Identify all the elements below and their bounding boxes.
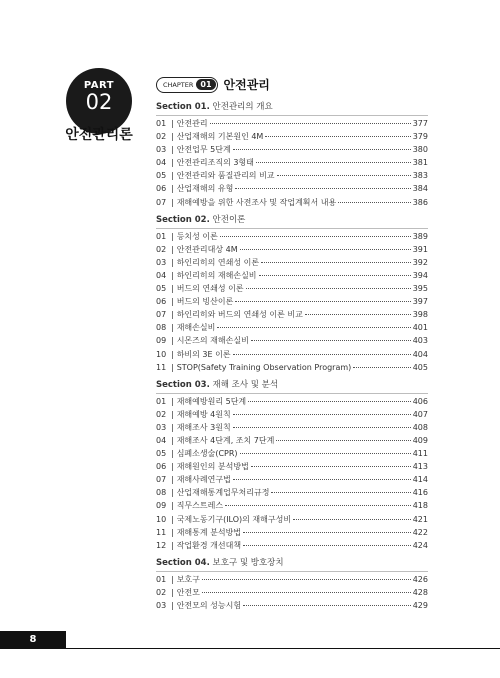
entry-page: 381 <box>412 158 428 168</box>
toc-entry[interactable] <box>156 196 428 209</box>
entry-title: 보호구 <box>176 574 200 584</box>
dot-leader <box>243 545 411 546</box>
dot-leader <box>338 202 410 203</box>
section-divider <box>156 571 428 572</box>
dot-leader <box>235 188 410 189</box>
entry-title: 산업재해의 유형 <box>176 184 234 194</box>
dot-leader <box>256 162 411 163</box>
toc-entry[interactable] <box>156 586 428 599</box>
toc-entry[interactable] <box>156 460 428 473</box>
dot-leader <box>233 427 411 428</box>
dot-leader <box>265 136 410 137</box>
dot-leader <box>233 149 411 150</box>
entry-page: 404 <box>412 349 428 359</box>
entry-number: 03 <box>156 422 167 432</box>
entry-title: 심폐소생술(CPR) <box>176 449 238 459</box>
chapter-heading <box>156 76 270 93</box>
entry-number: 01 <box>156 574 167 584</box>
section-title: 안전관리의 개요 <box>212 102 273 112</box>
entry-page: 395 <box>412 284 428 294</box>
dot-leader <box>220 236 411 237</box>
toc-entry[interactable] <box>156 243 428 256</box>
chapter-badge-number: 01 <box>196 79 215 90</box>
entry-page: 428 <box>412 587 428 597</box>
entry-title: 안전모 <box>176 587 200 597</box>
entry-separator: | <box>171 488 174 498</box>
section-number: Section 01. <box>156 102 210 112</box>
entry-title: 안전관리와 품질관리의 비교 <box>176 171 275 181</box>
toc-entry[interactable] <box>156 473 428 486</box>
toc-entry[interactable] <box>156 256 428 269</box>
dot-leader <box>217 327 410 328</box>
entry-separator: | <box>171 323 174 333</box>
entry-title: 버드의 빙산이론 <box>176 297 234 307</box>
dot-leader <box>210 123 411 124</box>
entry-page: 422 <box>412 527 428 537</box>
dot-leader <box>251 340 411 341</box>
entry-page: 384 <box>412 184 428 194</box>
dot-leader <box>243 605 411 606</box>
section-header <box>156 213 428 227</box>
toc-entry[interactable] <box>156 348 428 361</box>
entry-title: 재해사례연구법 <box>176 475 231 485</box>
toc-entry[interactable] <box>156 117 428 130</box>
entry-separator: | <box>171 158 174 168</box>
entry-page: 408 <box>412 422 428 432</box>
entry-page: 413 <box>412 462 428 472</box>
toc-entry[interactable] <box>156 169 428 182</box>
table-of-contents <box>156 96 428 612</box>
dot-leader <box>248 401 411 402</box>
entry-number: 07 <box>156 310 167 320</box>
entry-separator: | <box>171 587 174 597</box>
entry-page: 407 <box>412 409 428 419</box>
entry-number: 02 <box>156 132 167 142</box>
entry-title: 하비의 3E 이론 <box>176 349 231 359</box>
dot-leader <box>240 249 411 250</box>
entry-page: 397 <box>412 297 428 307</box>
entry-separator: | <box>171 270 174 280</box>
entry-separator: | <box>171 310 174 320</box>
chapter-title: 안전관리 <box>223 78 270 92</box>
page-number: 8 <box>29 634 37 645</box>
entry-separator: | <box>171 462 174 472</box>
section-divider <box>156 393 428 394</box>
entry-separator: | <box>171 574 174 584</box>
entry-page: 416 <box>412 488 428 498</box>
entry-number: 04 <box>156 158 167 168</box>
entry-page: 389 <box>412 231 428 241</box>
toc-section <box>156 556 428 612</box>
dot-leader <box>233 414 411 415</box>
toc-entry[interactable] <box>156 599 428 612</box>
toc-entry[interactable] <box>156 295 428 308</box>
section-divider <box>156 115 428 116</box>
entry-title: 하인리히의 연쇄성 이론 <box>176 257 260 267</box>
entry-title: 재해손실비 <box>176 323 216 333</box>
entry-number: 05 <box>156 171 167 181</box>
toc-section <box>156 378 428 552</box>
entry-title: 안전관리조직의 3형태 <box>176 158 254 168</box>
section-header <box>156 100 428 114</box>
section-title: 안전이론 <box>212 214 246 225</box>
entry-number: 03 <box>156 601 167 610</box>
entry-separator: | <box>171 514 174 524</box>
section-title: 재해 조사 및 분석 <box>212 379 279 390</box>
entry-title: 버드의 연쇄성 이론 <box>176 284 244 294</box>
entry-number: 01 <box>156 396 167 406</box>
entry-separator: | <box>171 449 174 459</box>
part-number: 02 <box>85 90 113 114</box>
entry-separator: | <box>171 197 174 207</box>
dot-leader <box>276 440 410 441</box>
entry-number: 11 <box>156 527 167 537</box>
section-divider <box>156 228 428 229</box>
entry-title: 직무스트레스 <box>176 501 224 511</box>
toc-section <box>156 213 428 374</box>
entry-page: 392 <box>412 257 428 267</box>
entry-separator: | <box>171 257 174 267</box>
entry-page: 411 <box>412 449 428 459</box>
section-title: 보호구 및 방호장치 <box>212 557 284 568</box>
entry-page: 406 <box>412 396 428 406</box>
entry-number: 06 <box>156 297 167 307</box>
toc-entry[interactable] <box>156 486 428 499</box>
entry-separator: | <box>171 244 174 254</box>
entry-page: 377 <box>412 119 428 128</box>
entry-separator: | <box>171 422 174 432</box>
entry-page: 414 <box>412 475 428 485</box>
entry-title: 하인리히와 버드의 연쇄성 이론 비교 <box>176 310 303 320</box>
entry-separator: | <box>171 409 174 419</box>
entry-page: 380 <box>412 145 428 155</box>
entry-separator: | <box>171 336 174 346</box>
toc-entry[interactable] <box>156 434 428 447</box>
toc-section <box>156 100 428 209</box>
entry-number: 10 <box>156 349 167 359</box>
entry-title: 재해조사 4단계, 조치 7단계 <box>176 435 275 445</box>
entry-separator: | <box>171 231 174 241</box>
entry-number: 03 <box>156 145 167 155</box>
entry-number: 07 <box>156 197 167 207</box>
dot-leader <box>202 592 411 593</box>
dot-leader <box>225 505 411 506</box>
entry-number: 01 <box>156 231 167 241</box>
entry-title: 안전모의 성능시험 <box>176 601 242 610</box>
part-title: 안전관리론 <box>65 127 133 143</box>
entry-title: 안전업무 5단계 <box>176 145 231 155</box>
chapter-badge-label: CHAPTER <box>163 80 194 89</box>
entry-page: 379 <box>412 132 428 142</box>
entry-title: 작업환경 개선대책 <box>176 540 242 550</box>
entry-number: 02 <box>156 244 167 254</box>
dot-leader <box>235 301 410 302</box>
entry-page: 386 <box>412 197 428 207</box>
entry-number: 02 <box>156 409 167 419</box>
entry-page: 383 <box>412 171 428 181</box>
toc-entry[interactable] <box>156 421 428 434</box>
entry-title: 안전관리대상 4M <box>176 244 238 254</box>
entry-separator: | <box>171 601 174 610</box>
entry-separator: | <box>171 184 174 194</box>
toc-entry[interactable] <box>156 361 428 374</box>
entry-title: 재해원인의 분석방법 <box>176 462 249 472</box>
entry-title: 하인리히의 재해손실비 <box>176 270 257 280</box>
toc-entry[interactable] <box>156 408 428 421</box>
toc-entry[interactable] <box>156 321 428 334</box>
entry-title: 시몬즈의 재해손실비 <box>176 336 249 346</box>
entry-separator: | <box>171 284 174 294</box>
footer-rule <box>66 648 500 649</box>
entry-page: 429 <box>412 601 428 610</box>
toc-entry[interactable] <box>156 334 428 347</box>
entry-separator: | <box>171 145 174 155</box>
entry-separator: | <box>171 132 174 142</box>
entry-page: 401 <box>412 323 428 333</box>
toc-entry[interactable] <box>156 143 428 156</box>
entry-number: 04 <box>156 270 167 280</box>
entry-title: 산업재해통계업무처리규정 <box>176 488 270 498</box>
entry-number: 03 <box>156 257 167 267</box>
entry-page: 418 <box>412 501 428 511</box>
entry-page: 403 <box>412 336 428 346</box>
dot-leader <box>271 492 410 493</box>
toc-entry[interactable] <box>156 308 428 321</box>
dot-leader <box>261 262 411 263</box>
section-number: Section 04. <box>156 557 210 568</box>
toc-entry[interactable] <box>156 573 428 586</box>
entry-page: 398 <box>412 310 428 320</box>
dot-leader <box>240 453 411 454</box>
toc-entry[interactable] <box>156 282 428 295</box>
entry-page: 394 <box>412 270 428 280</box>
entry-separator: | <box>171 171 174 181</box>
section-number: Section 02. <box>156 214 210 225</box>
entry-title: 안전관리 <box>176 119 208 128</box>
entry-page: 405 <box>412 362 428 372</box>
entry-number: 11 <box>156 362 167 372</box>
dot-leader <box>243 532 411 533</box>
entry-number: 02 <box>156 587 167 597</box>
entry-number: 10 <box>156 514 167 524</box>
entry-number: 08 <box>156 323 167 333</box>
toc-entry[interactable] <box>156 539 428 552</box>
entry-number: 06 <box>156 184 167 194</box>
dot-leader <box>251 466 411 467</box>
entry-number: 06 <box>156 462 167 472</box>
dot-leader <box>353 367 410 368</box>
entry-title: 재해예방 4원칙 <box>176 409 231 419</box>
entry-title: 등치성 이론 <box>176 231 218 241</box>
entry-title: 재해조사 3원칙 <box>176 422 231 432</box>
entry-page: 409 <box>412 435 428 445</box>
dot-leader <box>246 288 411 289</box>
dot-leader <box>202 579 411 580</box>
section-number: Section 03. <box>156 379 210 390</box>
toc-entry[interactable] <box>156 526 428 539</box>
entry-page: 426 <box>412 574 428 584</box>
toc-entry[interactable] <box>156 130 428 143</box>
chapter-badge <box>156 77 218 93</box>
entry-separator: | <box>171 362 174 372</box>
entry-number: 09 <box>156 336 167 346</box>
section-header <box>156 378 428 392</box>
entry-number: 12 <box>156 540 167 550</box>
toc-entry[interactable] <box>156 499 428 512</box>
entry-number: 07 <box>156 475 167 485</box>
entry-number: 05 <box>156 449 167 459</box>
entry-separator: | <box>171 475 174 485</box>
entry-number: 04 <box>156 435 167 445</box>
entry-title: 재해통계 분석방법 <box>176 527 242 537</box>
entry-title: 산업재해의 기본원인 4M <box>176 132 264 142</box>
entry-separator: | <box>171 297 174 307</box>
entry-separator: | <box>171 501 174 511</box>
toc-entry[interactable] <box>156 156 428 169</box>
entry-separator: | <box>171 540 174 550</box>
section-header <box>156 556 428 570</box>
toc-entry[interactable] <box>156 230 428 243</box>
entry-number: 01 <box>156 119 167 128</box>
toc-entry[interactable] <box>156 182 428 195</box>
entry-page: 421 <box>412 514 428 524</box>
part-label: PART <box>83 80 115 91</box>
entry-title: 재해예방을 위한 사전조사 및 작업계획서 내용 <box>176 197 337 207</box>
entry-title: STOP(Safety Training Observation Program) <box>176 362 352 372</box>
entry-separator: | <box>171 119 174 128</box>
entry-number: 09 <box>156 501 167 511</box>
entry-number: 08 <box>156 488 167 498</box>
entry-separator: | <box>171 396 174 406</box>
entry-number: 05 <box>156 284 167 294</box>
toc-entry[interactable] <box>156 395 428 408</box>
entry-page: 391 <box>412 244 428 254</box>
entry-separator: | <box>171 349 174 359</box>
entry-page: 424 <box>412 540 428 550</box>
toc-entry[interactable] <box>156 447 428 460</box>
entry-separator: | <box>171 435 174 445</box>
toc-entry[interactable] <box>156 513 428 526</box>
dot-leader <box>259 275 411 276</box>
dot-leader <box>233 479 411 480</box>
entry-title: 국제노동기구(ILO)의 재해구성비 <box>176 514 292 524</box>
entry-title: 재해예방원리 5단계 <box>176 396 247 406</box>
dot-leader <box>233 354 411 355</box>
dot-leader <box>305 314 411 315</box>
dot-leader <box>293 519 411 520</box>
entry-separator: | <box>171 527 174 537</box>
dot-leader <box>277 175 411 176</box>
toc-entry[interactable] <box>156 269 428 282</box>
